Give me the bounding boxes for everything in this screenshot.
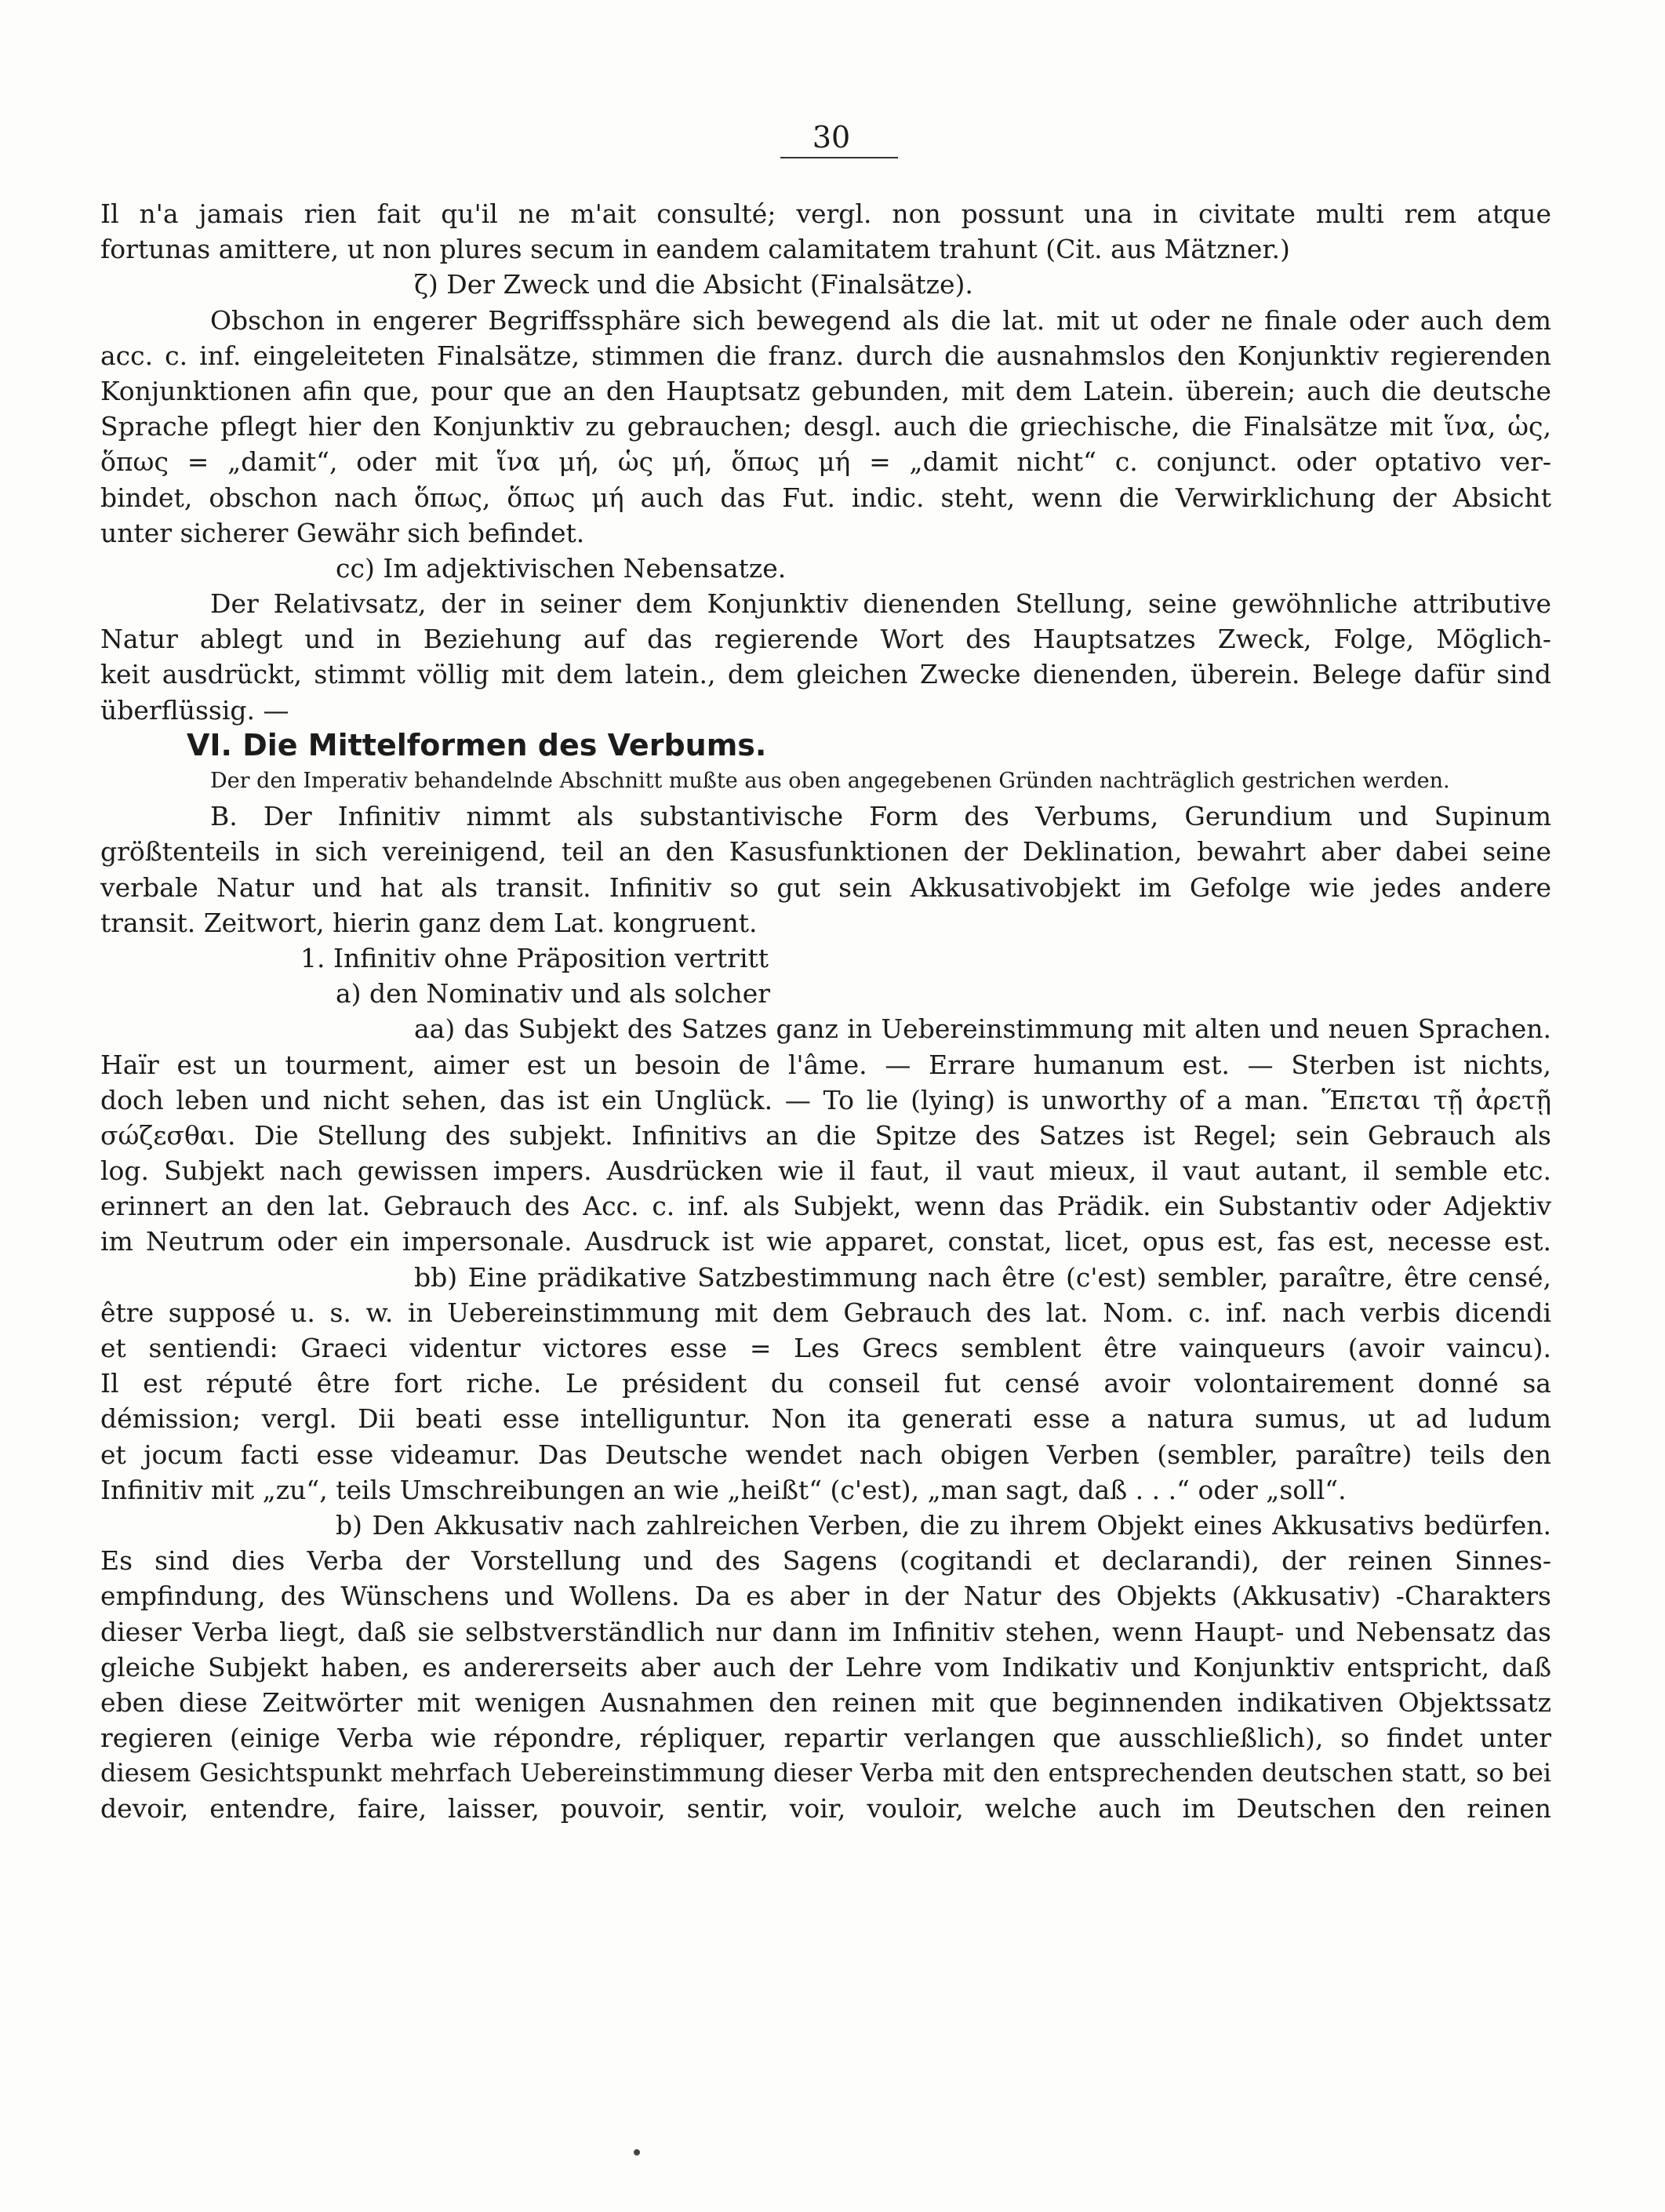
text-line: Haïr est un tourment, aimer est un besoin de l'âme. — Errare humanum est. — Sterben ist nichts, bbox=[100, 1049, 1551, 1080]
text-line: unter sicherer Gewähr sich befindet. bbox=[100, 517, 585, 548]
text-line: Der Relativsatz, der in seiner dem Konjunktiv dienenden Stellung, seine gewöhnliche attributive bbox=[210, 588, 1551, 620]
text-line: être supposé u. s. w. in Uebereinstimmung mit dem Gebrauch des lat. Nom. c. inf. nach verbis dicendi bbox=[100, 1297, 1551, 1328]
text-line: doch leben und nicht sehen, das ist ein Unglück. — To lie (lying) is unworthy of a man. Ἕπεται τῇ ἀρετῇ bbox=[100, 1084, 1551, 1115]
footnote-line: Der den Imperativ behandelnde Abschnitt mußte aus oben angegebenen Gründen nachträglich gestrichen werden. bbox=[210, 769, 1450, 793]
text-line: eben diese Zeitwörter mit wenigen Ausnahmen den reinen mit que beginnenden indikativen Objektssatz bbox=[100, 1686, 1551, 1718]
text-line: Sprache pflegt hier den Konjunktiv zu gebrauchen; desgl. auch die griechische, die Finalsätze mit ἵνα, ὡς, bbox=[100, 411, 1551, 442]
text-line: dieser Verba liegt, daß sie selbstverständlich nur dann im Infinitiv stehen, wenn Haupt- und Nebensatz das bbox=[100, 1616, 1551, 1647]
text-line: Es sind dies Verba der Vorstellung und des Sagens (cogitandi et declarandi), der reinen Sinnes- bbox=[100, 1545, 1551, 1577]
text-line: b) Den Akkusativ nach zahlreichen Verben, die zu ihrem Objekt eines Akkusativs bedürfen. bbox=[336, 1509, 1551, 1541]
section-heading: 1. Infinitiv ohne Präposition vertritt bbox=[300, 942, 769, 973]
text-line: größtenteils in sich vereinigend, teil an den Kasusfunktionen der Deklination, bewahrt aber dabei seine bbox=[100, 836, 1551, 868]
text-line: Obschon in engerer Begriffssphäre sich bewegend als die lat. mit ut oder ne finale oder auch dem bbox=[210, 304, 1551, 336]
text-line: σώζεσθαι. Die Stellung des subjekt. Infinitivs an die Spitze des Satzes ist Regel; sein Gebrauch als bbox=[100, 1119, 1551, 1151]
text-line: démission; vergl. Dii beati esse intelliguntur. Non ita generati esse a natura sumus, ut ad ludum bbox=[100, 1403, 1551, 1435]
text-line: Konjunktionen afin que, pour que an den Hauptsatz gebunden, mit dem Latein. überein; auch die deutsche bbox=[100, 375, 1551, 406]
text-line: keit ausdrückt, stimmt völlig mit dem latein., dem gleichen Zwecke dienenden, überein. Belege dafür sind bbox=[100, 659, 1551, 690]
text-line: im Neutrum oder ein impersonale. Ausdruck ist wie apparet, constat, licet, opus est, fas est, necesse est. bbox=[100, 1226, 1551, 1257]
text-line: aa) das Subjekt des Satzes ganz in Uebereinstimmung mit alten und neuen Sprachen. bbox=[414, 1013, 1551, 1045]
section-heading: a) den Nominativ und als solcher bbox=[336, 978, 771, 1010]
text-line: empfindung, des Wünschens und Wollens. Da es aber in der Natur des Objekts (Akkusativ) -Charakters bbox=[100, 1581, 1551, 1612]
text-line: verbale Natur und hat als transit. Infinitiv so gut sein Akkusativobjekt im Gefolge wie jedes andere bbox=[100, 871, 1551, 903]
chapter-heading: VI. Die Mittelformen des Verbums. bbox=[187, 727, 767, 762]
text-line: Il est réputé être fort riche. Le président du conseil fut censé avoir volontairement donné sa bbox=[100, 1368, 1551, 1399]
text-line: erinnert an den lat. Gebrauch des Acc. c. inf. als Subjekt, wenn das Prädik. ein Substantiv oder Adjektiv bbox=[100, 1191, 1551, 1222]
page-number: 30 bbox=[812, 120, 851, 155]
text-line: log. Subjekt nach gewissen impers. Ausdrücken wie il faut, il vaut mieux, il vaut autant, il semble etc. bbox=[100, 1155, 1551, 1187]
text-line: devoir, entendre, faire, laisser, pouvoir, sentir, voir, vouloir, welche auch im Deutschen den reinen bbox=[100, 1793, 1551, 1825]
body-text bbox=[100, 196, 1551, 1827]
text-line: bb) Eine prädikative Satzbestimmung nach être (c'est) sembler, paraître, être censé, bbox=[414, 1261, 1551, 1293]
text-line: Il n'a jamais rien fait qu'il ne m'ait consulté; vergl. non possunt una in civitate multi rem atque bbox=[100, 198, 1551, 229]
section-heading: ζ) Der Zweck und die Absicht (Finalsätze). bbox=[414, 269, 973, 300]
text-line: et sentiendi: Graeci videntur victores esse = Les Grecs semblent être vainqueurs (avoir vaincu). bbox=[100, 1333, 1551, 1363]
section-heading: cc) Im adjektivischen Nebensatze. bbox=[336, 552, 787, 584]
text-line: gleiche Subjekt haben, es andererseits aber auch der Lehre vom Indikativ und Konjunktiv entspricht, daß bbox=[100, 1651, 1551, 1683]
print-speck bbox=[634, 2149, 640, 2156]
text-line: acc. c. inf. eingeleiteten Finalsätze, stimmen die franz. durch die ausnahmslos den Konjunktiv regierenden bbox=[100, 340, 1551, 371]
text-line: überflüssig. — bbox=[100, 694, 289, 726]
page-number-rule bbox=[780, 157, 898, 158]
text-line: transit. Zeitwort, hierin ganz dem Lat. kongruent. bbox=[100, 907, 758, 938]
text-line: ὅπως = „damit“, oder mit ἵνα μή, ὡς μή, ὅπως μή = „damit nicht“ c. conjunct. oder optativo ver- bbox=[100, 446, 1551, 478]
text-line: Natur ablegt und in Beziehung auf das regierende Wort des Hauptsatzes Zweck, Folge, Möglich- bbox=[100, 624, 1551, 655]
text-line: diesem Gesichtspunkt mehrfach Uebereinstimmung dieser Verba mit den entsprechenden deutschen statt, so bei bbox=[100, 1758, 1551, 1788]
text-line: et jocum facti esse videamur. Das Deutsche wendet nach obigen Verben (sembler, paraître) teils den bbox=[100, 1439, 1551, 1470]
text-line: Infinitiv mit „zu“, teils Umschreibungen an wie „heißt“ (c'est), „man sagt, daß . . .“ oder „soll“. bbox=[100, 1474, 1347, 1505]
text-line: bindet, obschon nach ὅπως, ὅπως μή auch das Fut. indic. steht, wenn die Verwirklichung der Absicht bbox=[100, 482, 1551, 513]
text-line: B. Der Infinitiv nimmt als substantivische Form des Verbums, Gerundium und Supinum bbox=[210, 801, 1551, 832]
text-line: fortunas amittere, ut non plures secum in eandem calamitatem trahunt (Cit. aus Mätzner.) bbox=[100, 234, 1290, 265]
text-line: regieren (einige Verba wie répondre, répliquer, repartir verlangen que ausschließlich), so findet unter bbox=[100, 1723, 1551, 1754]
